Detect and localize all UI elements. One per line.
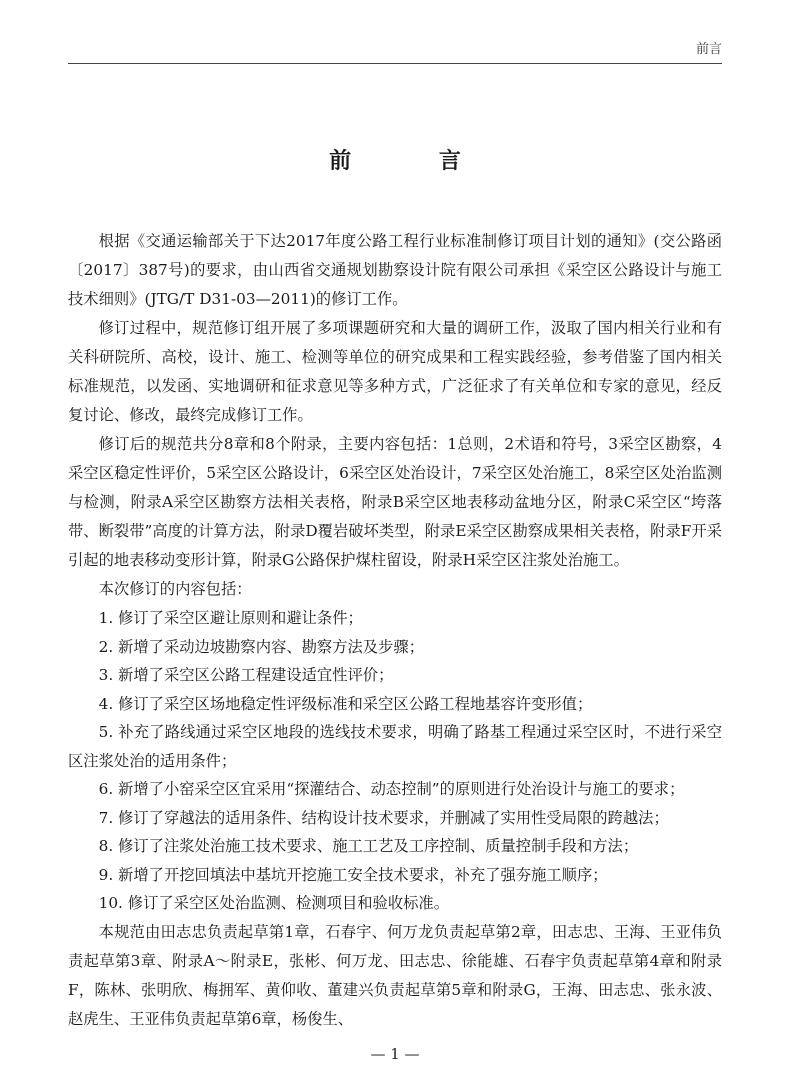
page-number: — 1 — [370,1045,420,1063]
page-title: 前 言 [329,149,501,174]
list-item: 6. 新增了小窑采空区宜采用“探灌结合、动态控制”的原则进行处治设计与施工的要求； [98,780,685,798]
list-intro: 本次修订的内容包括： [98,580,252,598]
paragraph: 修订后的规范共分8章和8个附录，主要内容包括：1总则，2术语和符号，3采空区勘察，4采空区稳定性评价，5采空区公路设计，6采空区处治设计，7采空区处治施工，8采空区处治监测与检测，附录A采空区勘察方法相关表格，附录B采空区地表移动盆地分区，附录C采空区“垮落带、断裂带”高度的计算方法，附录D覆岩破坏类型，附录E采空区勘察成果相关表格，附录F开采引起的地表移动变形计算，附录G公路保护煤柱留设，附录H采空区注浆处治施工。 [68,435,722,569]
list-item: 9. 新增了开挖回填法中基坑开挖施工安全技术要求，补充了强夯施工顺序； [98,865,608,884]
paragraph: 本规范由田志忠负责起草第1章，石春宇、何万龙负责起草第2章，田志忠、王海、王亚伟负责起草第3章、附录A～附录E，张彬、何万龙、田志忠、徐能雄、石春宇负责起草第4章和附录F，陈林、张明欣、梅拥军、黄仰收、董建兴负责起草第5章和附录G，王海、田志忠、张永波、赵虎生、王亚伟负责起草第6章，杨俊生、 [68,922,722,1028]
paragraph: 根据《交通运输部关于下达2017年度公路工程行业标准制修订项目计划的通知》(交公路函〔2017〕387号)的要求，由山西省交通规划勘察设计院有限公司承担《采空区公路设计与施工技术细则》(JTG/T D31-03—2011)的修订工作。 [68,232,722,308]
list-item: 7. 修订了穿越法的适用条件、结构设计技术要求，并删减了实用性受局限的跨越法； [98,808,669,827]
running-header: 前言 [695,42,722,57]
list-item: 10. 修订了采空区处治监测、检测项目和验收标准。 [98,894,450,912]
list-item: 2. 新增了采动边坡勘察内容、勘察方法及步骤； [98,637,424,656]
list-item: 4. 修订了采空区场地稳定性评级标准和采空区公路工程地基容许变形值； [98,694,593,713]
list-item: 3. 新增了采空区公路工程建设适宜性评价； [98,666,394,684]
list-item: 1. 修订了采空区避让原则和避让条件； [98,609,363,627]
paragraph: 修订过程中，规范修订组开展了多项课题研究和大量的调研工作，汲取了国内相关行业和有关科研院所、高校，设计、施工、检测等单位的研究成果和工程实践经验，参考借鉴了国内相关标准规范，以发函、实地调研和征求意见等多种方式，广泛征求了有关单位和专家的意见，经反复讨论、修改，最终完成修订工作。 [68,319,722,424]
list-item: 8. 修订了注浆处治施工技术要求、施工工艺及工序控制、质量控制手段和方法； [98,837,639,855]
body-text [68,227,722,1034]
header-divider [68,63,722,64]
list-item: 5. 补充了路线通过采空区地段的选线技术要求，明确了路基工程通过采空区时，不进行采空区注浆处治的适用条件； [68,723,722,770]
